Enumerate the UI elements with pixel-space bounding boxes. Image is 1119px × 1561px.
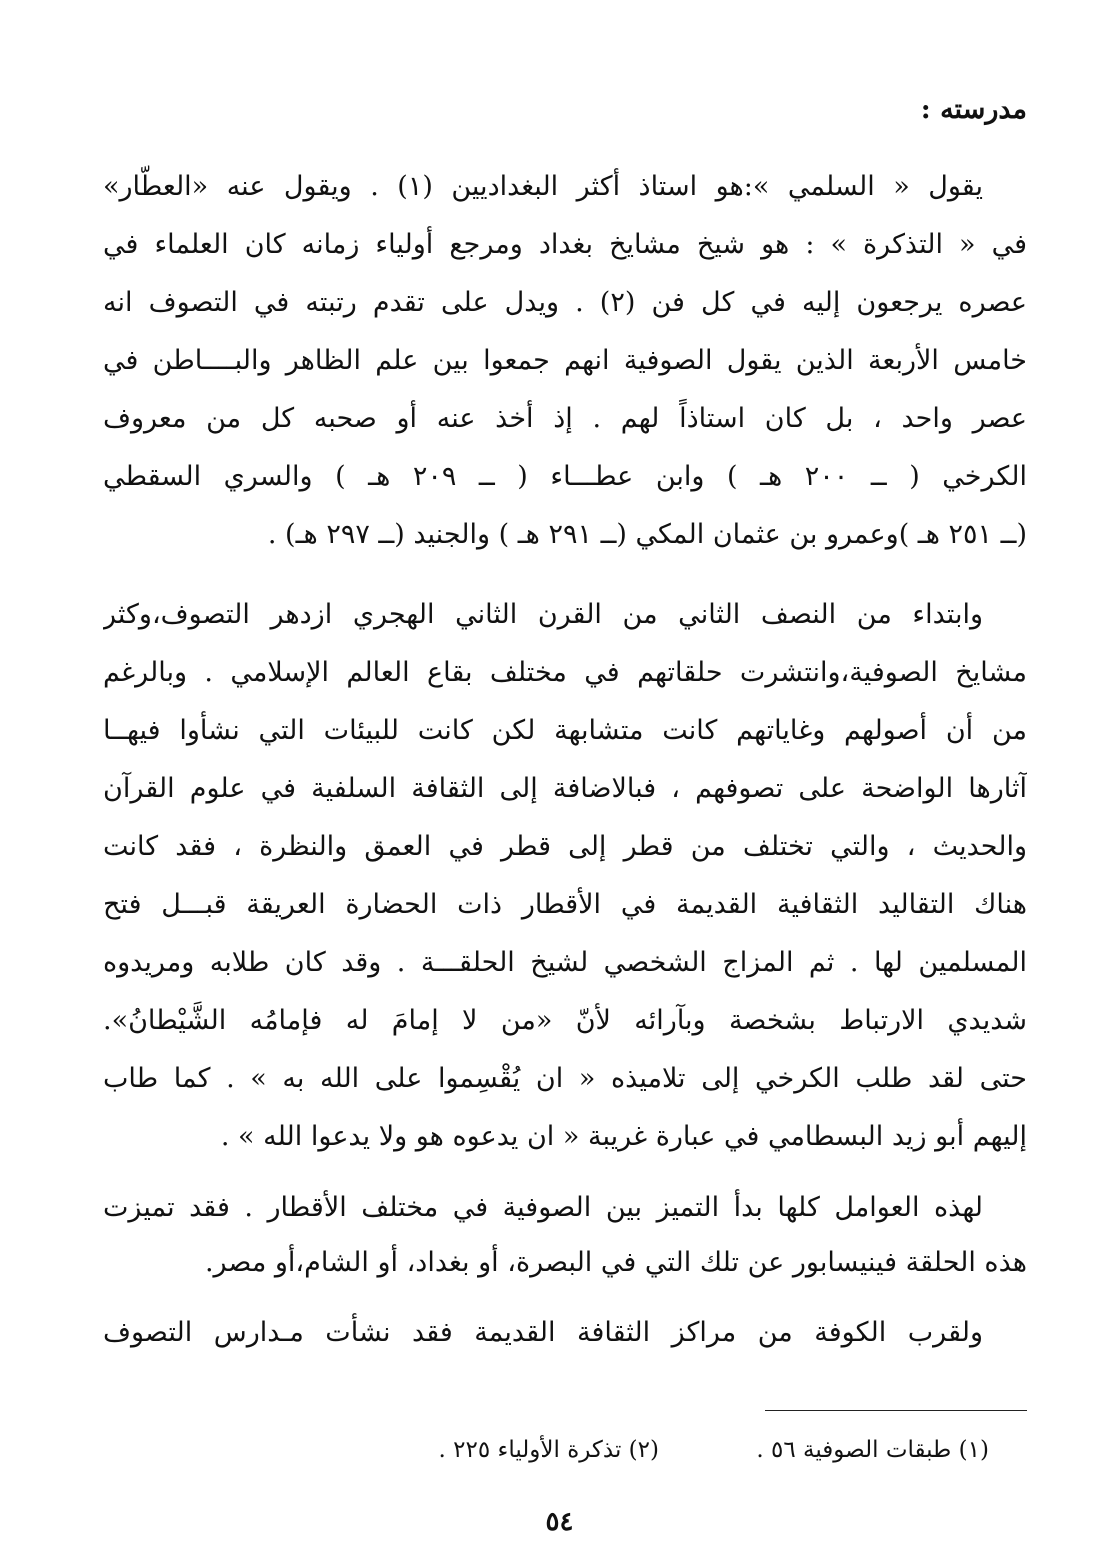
text-line: المسلمين لها . ثم المزاج الشخصي لشيخ الحلقـــة . وقد كان طلابه ومريدوه — [103, 947, 1027, 978]
paragraph-1 — [103, 158, 1027, 564]
text-line: هناك التقاليد الثقافية القديمة في الأقطار ذات الحضارة العريقة قبـــل فتح — [103, 889, 1027, 920]
text-line: والحديث ، والتي تختلف من قطر إلى قطر في العمق والنظرة ، فقد كانت — [103, 831, 1027, 862]
text-line: من أن أصولهم وغاياتهم كانت متشابهة لكن كانت للبيئات التي نشأوا فيهــا — [103, 715, 1027, 746]
text-line: هذه الحلقة فينيسابور عن تلك التي في البصرة، أو بغداد، أو الشام،أو مصر. — [204, 1247, 1027, 1278]
paragraph-4 — [103, 1305, 1027, 1360]
section-heading: مدرسته : — [920, 94, 1027, 125]
text-line: لهذه العوامل كلها بدأ التميز بين الصوفية في مختلف الأقطار . فقد تميزت — [103, 1192, 983, 1223]
text-line: ولقرب الكوفة من مراكز الثقافة القديمة فقد نشأت مـدارس التصوف — [103, 1317, 983, 1348]
text-line: عصر واحد ، بل كان استاذاً لهم . إذ أخذ عنه أو صحبه كل من معروف — [103, 403, 1027, 434]
footnote-2: (٢) تذكرة الأولياء ٢٢٥ . — [438, 1437, 659, 1463]
text-line: حتى لقد طلب الكرخي إلى تلاميذه « ان يُقْسِموا على الله به » . كما طاب — [103, 1063, 1027, 1094]
text-line: إليهم أبو زيد البسطامي في عبارة غريبة « ان يدعوه هو ولا يدعوا الله » . — [220, 1121, 1027, 1152]
text-line: آثارها الواضحة على تصوفهم ، فبالاضافة إلى الثقافة السلفية في علوم القرآن — [103, 773, 1027, 804]
text-line: الكرخي ( ــ ٢٠٠ هـ ) وابن عطـــاء ( ــ ٢٠٩ هـ ) والسري السقطي — [103, 461, 1027, 492]
text-line: مشايخ الصوفية،وانتشرت حلقاتهم في مختلف بقاع العالم الإسلامي . وبالرغم — [103, 657, 1027, 688]
text-line: شديدي الارتباط بشخصة وبآرائه لأنّ «من لا إمامَ له فإمامُه الشَّيْطانُ». — [103, 1005, 1027, 1036]
text-line: عصره يرجعون إليه في كل فن (٢) . ويدل على تقدم رتبته في التصوف انه — [103, 287, 1027, 318]
paragraph-2 — [103, 586, 1027, 1166]
text-line: يقول « السلمي »:هو استاذ أكثر البغداديين (١) . ويقول عنه «العطّار» — [103, 171, 983, 202]
text-line: وابتداء من النصف الثاني من القرن الثاني الهجري ازدهر التصوف،وكثر — [103, 599, 983, 630]
paragraph-3 — [103, 1180, 1027, 1290]
footnote-divider — [765, 1410, 1027, 1411]
footnote-1: (١) طبقات الصوفية ٥٦ . — [756, 1437, 989, 1463]
text-line: خامس الأربعة الذين يقول الصوفية انهم جمعوا بين علم الظاهر والبــــاطن في — [103, 345, 1027, 376]
text-line: في « التذكرة » : هو شيخ مشايخ بغداد ومرجع أولياء زمانه كان العلماء في — [103, 229, 1027, 260]
page-number: ٥٤ — [545, 1507, 574, 1537]
text-line: (ــ ٢٥١ هـ )وعمرو بن عثمان المكي (ــ ٢٩١ هـ ) والجنيد (ــ ٢٩٧ هـ) . — [267, 519, 1027, 550]
footnotes — [269, 1430, 989, 1470]
